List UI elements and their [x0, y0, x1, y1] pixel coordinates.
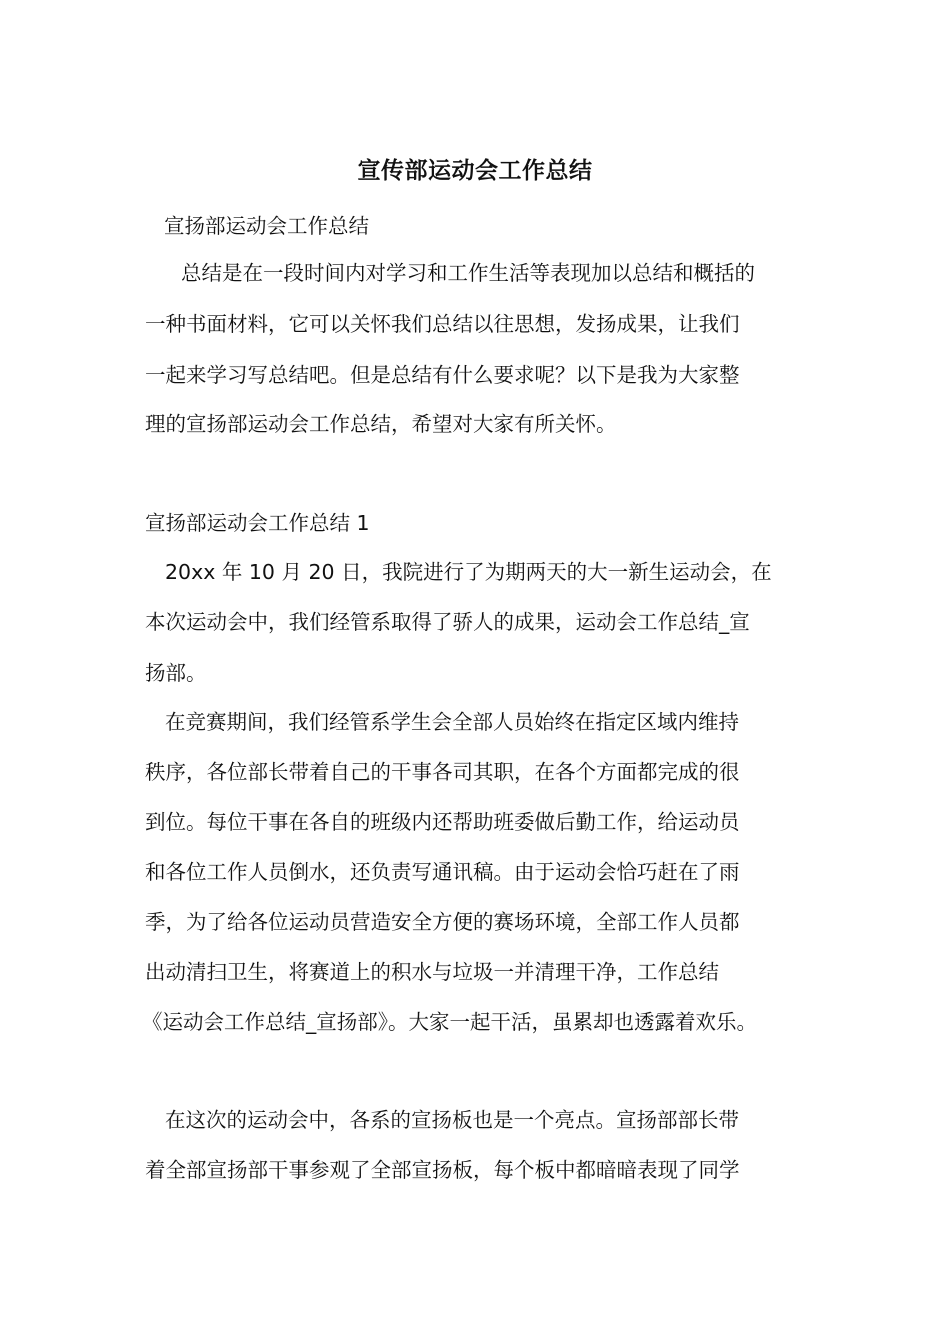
section-heading: 宣扬部运动会工作总结 1 [145, 511, 370, 535]
paragraph-line: 在这次的运动会中，各系的宣扬板也是一个亮点。宣扬部部长带 [165, 1108, 739, 1132]
intro-line: 一种书面材料，它可以关怀我们总结以往思想，发扬成果，让我们 [145, 312, 740, 336]
intro-line: 一起来学习写总结吧。但是总结有什么要求呢？以下是我为大家整 [145, 363, 740, 387]
paragraph-line: 到位。每位干事在各自的班级内还帮助班委做后勤工作，给运动员 [145, 810, 740, 834]
paragraph-line: 和各位工作人员倒水，还负责写通讯稿。由于运动会恰巧赶在了雨 [145, 860, 740, 884]
intro-line: 总结是在一段时间内对学习和工作生活等表现加以总结和概括的 [181, 261, 755, 285]
paragraph-line: 季，为了给各位运动员营造安全方便的赛场环境，全部工作人员都 [145, 910, 740, 934]
paragraph-line: 扬部。 [145, 661, 207, 685]
paragraph-line: 秩序，各位部长带着自己的干事各司其职，在各个方面都完成的很 [145, 760, 740, 784]
paragraph-line: 在竞赛期间，我们经管系学生会全部人员始终在指定区域内维持 [165, 710, 739, 734]
paragraph-line: 本次运动会中，我们经管系取得了骄人的成果，运动会工作总结_宣 [145, 610, 750, 634]
intro-line: 理的宣扬部运动会工作总结，希望对大家有所关怀。 [145, 412, 617, 436]
paragraph-line: 出动清扫卫生，将赛道上的积水与垃圾一并清理干净，工作总结 [145, 960, 719, 984]
paragraph-line: 20xx 年 10 月 20 日，我院进行了为期两天的大一新生运动会，在 [165, 560, 772, 584]
document-subtitle: 宣扬部运动会工作总结 [164, 214, 369, 238]
paragraph-line: 《运动会工作总结_宣扬部》。大家一起干活，虽累却也透露着欢乐。 [142, 1010, 757, 1034]
document-title: 宣传部运动会工作总结 [357, 158, 593, 184]
paragraph-line: 着全部宣扬部干事参观了全部宣扬板，每个板中都暗暗表现了同学 [145, 1158, 740, 1182]
